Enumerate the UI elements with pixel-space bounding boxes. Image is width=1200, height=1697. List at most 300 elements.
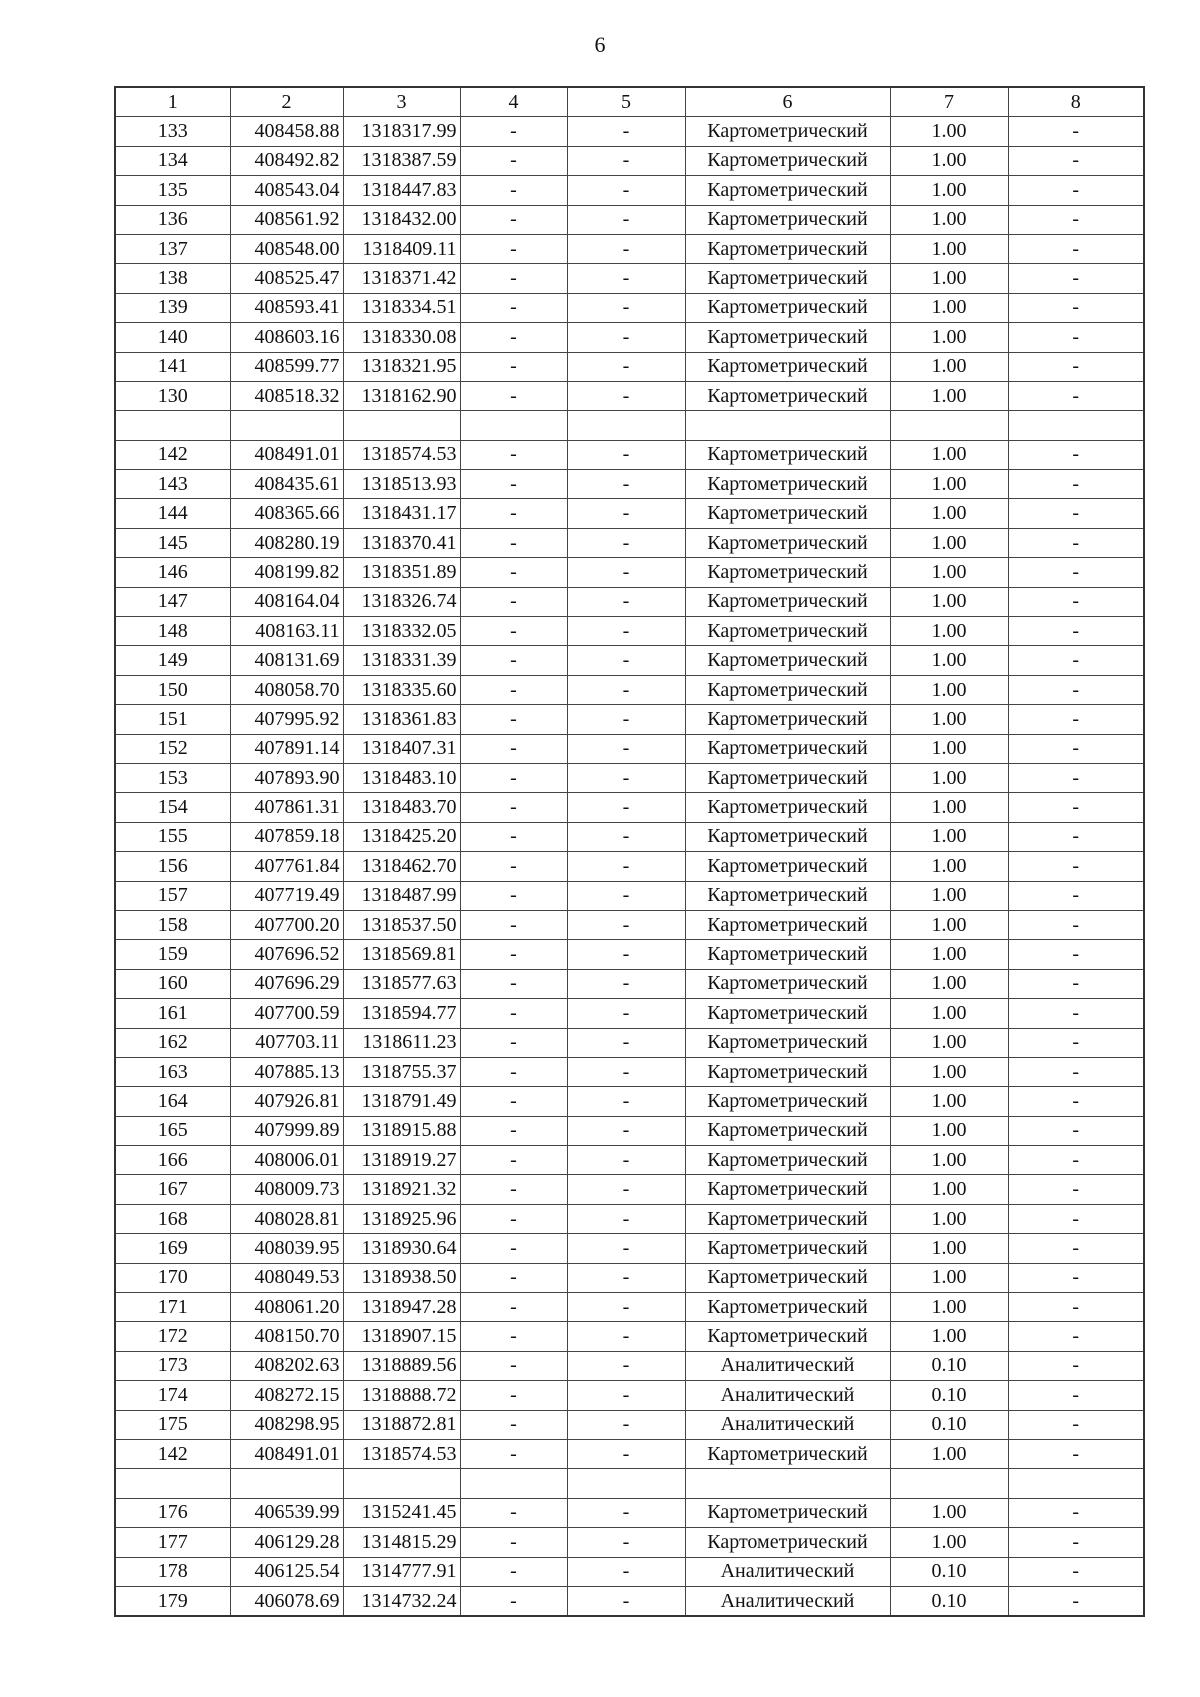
col-5-cell: - (567, 1057, 685, 1086)
y-coordinate-cell: 1318370.41 (343, 528, 460, 557)
accuracy-cell: 1.00 (890, 763, 1008, 792)
accuracy-cell (890, 1469, 1008, 1498)
col-5-cell: - (567, 999, 685, 1028)
col-8-cell: - (1008, 881, 1144, 910)
x-coordinate-cell: 408049.53 (230, 1263, 343, 1292)
point-number-cell: 142 (115, 1439, 230, 1468)
table-row (115, 1351, 1144, 1380)
accuracy-cell: 1.00 (890, 499, 1008, 528)
col-4-cell: - (460, 558, 567, 587)
column-header: 6 (685, 87, 890, 117)
col-5-cell: - (567, 205, 685, 234)
accuracy-cell: 0.10 (890, 1586, 1008, 1616)
method-cell: Картометрический (685, 1439, 890, 1468)
accuracy-cell: 1.00 (890, 528, 1008, 557)
y-coordinate-cell: 1318938.50 (343, 1263, 460, 1292)
col-5-cell: - (567, 675, 685, 704)
col-8-cell: - (1008, 1498, 1144, 1527)
method-cell: Картометрический (685, 234, 890, 263)
accuracy-cell: 1.00 (890, 323, 1008, 352)
col-4-cell: - (460, 499, 567, 528)
y-coordinate-cell (343, 1469, 460, 1498)
col-8-cell: - (1008, 1234, 1144, 1263)
method-cell: Аналитический (685, 1351, 890, 1380)
point-number-cell: 174 (115, 1381, 230, 1410)
col-4-cell: - (460, 1175, 567, 1204)
col-5-cell (567, 1469, 685, 1498)
table-row (115, 734, 1144, 763)
table-row (115, 470, 1144, 499)
col-5-cell: - (567, 1557, 685, 1586)
col-8-cell: - (1008, 999, 1144, 1028)
col-4-cell: - (460, 675, 567, 704)
column-header: 5 (567, 87, 685, 117)
x-coordinate-cell: 408009.73 (230, 1175, 343, 1204)
method-cell: Картометрический (685, 470, 890, 499)
method-cell: Картометрический (685, 1028, 890, 1057)
col-8-cell: - (1008, 705, 1144, 734)
col-5-cell: - (567, 852, 685, 881)
y-coordinate-cell: 1318577.63 (343, 969, 460, 998)
y-coordinate-cell: 1318432.00 (343, 205, 460, 234)
method-cell (685, 1469, 890, 1498)
method-cell: Картометрический (685, 1146, 890, 1175)
point-number-cell: 142 (115, 440, 230, 469)
accuracy-cell (890, 411, 1008, 440)
col-8-cell: - (1008, 734, 1144, 763)
accuracy-cell: 1.00 (890, 264, 1008, 293)
table-row (115, 1057, 1144, 1086)
accuracy-cell: 1.00 (890, 852, 1008, 881)
col-4-cell: - (460, 734, 567, 763)
col-5-cell: - (567, 1410, 685, 1439)
method-cell: Картометрический (685, 1204, 890, 1233)
method-cell: Картометрический (685, 881, 890, 910)
method-cell: Картометрический (685, 205, 890, 234)
col-5-cell: - (567, 822, 685, 851)
y-coordinate-cell: 1318330.08 (343, 323, 460, 352)
col-8-cell: - (1008, 1028, 1144, 1057)
col-4-cell: - (460, 1234, 567, 1263)
accuracy-cell: 1.00 (890, 440, 1008, 469)
y-coordinate-cell: 1318351.89 (343, 558, 460, 587)
point-number-cell: 151 (115, 705, 230, 734)
x-coordinate-cell: 408272.15 (230, 1381, 343, 1410)
point-number-cell (115, 411, 230, 440)
x-coordinate-cell: 406125.54 (230, 1557, 343, 1586)
method-cell: Картометрический (685, 117, 890, 146)
point-number-cell: 140 (115, 323, 230, 352)
col-5-cell: - (567, 558, 685, 587)
accuracy-cell: 1.00 (890, 470, 1008, 499)
column-header: 4 (460, 87, 567, 117)
y-coordinate-cell: 1318925.96 (343, 1204, 460, 1233)
point-number-cell: 153 (115, 763, 230, 792)
accuracy-cell: 1.00 (890, 558, 1008, 587)
point-number-cell: 152 (115, 734, 230, 763)
point-number-cell: 172 (115, 1322, 230, 1351)
col-5-cell: - (567, 117, 685, 146)
y-coordinate-cell: 1318326.74 (343, 587, 460, 616)
accuracy-cell: 1.00 (890, 1322, 1008, 1351)
x-coordinate-cell: 408150.70 (230, 1322, 343, 1351)
col-8-cell: - (1008, 587, 1144, 616)
accuracy-cell: 1.00 (890, 705, 1008, 734)
accuracy-cell: 1.00 (890, 734, 1008, 763)
col-4-cell: - (460, 881, 567, 910)
accuracy-cell: 1.00 (890, 675, 1008, 704)
col-8-cell: - (1008, 1057, 1144, 1086)
x-coordinate-cell: 406129.28 (230, 1528, 343, 1557)
col-5-cell: - (567, 1028, 685, 1057)
table-row (115, 1439, 1144, 1468)
point-number-cell: 161 (115, 999, 230, 1028)
col-5-cell: - (567, 1322, 685, 1351)
accuracy-cell: 1.00 (890, 1116, 1008, 1145)
table-row (115, 205, 1144, 234)
column-header: 2 (230, 87, 343, 117)
y-coordinate-cell: 1318755.37 (343, 1057, 460, 1086)
point-number-cell: 173 (115, 1351, 230, 1380)
table-row (115, 1204, 1144, 1233)
table-row (115, 1586, 1144, 1616)
x-coordinate-cell: 407761.84 (230, 852, 343, 881)
method-cell: Картометрический (685, 381, 890, 410)
point-number-cell: 130 (115, 381, 230, 410)
col-8-cell: - (1008, 1528, 1144, 1557)
method-cell: Картометрический (685, 558, 890, 587)
x-coordinate-cell: 406078.69 (230, 1586, 343, 1616)
y-coordinate-cell: 1318921.32 (343, 1175, 460, 1204)
y-coordinate-cell: 1318919.27 (343, 1146, 460, 1175)
table-row (115, 910, 1144, 939)
col-4-cell: - (460, 323, 567, 352)
x-coordinate-cell: 408561.92 (230, 205, 343, 234)
column-header: 8 (1008, 87, 1144, 117)
table-row (115, 1116, 1144, 1145)
method-cell: Картометрический (685, 440, 890, 469)
y-coordinate-cell: 1318569.81 (343, 940, 460, 969)
col-4-cell: - (460, 822, 567, 851)
col-5-cell: - (567, 146, 685, 175)
y-coordinate-cell: 1315241.45 (343, 1498, 460, 1527)
point-number-cell: 163 (115, 1057, 230, 1086)
y-coordinate-cell: 1318888.72 (343, 1381, 460, 1410)
table-row (115, 1498, 1144, 1527)
y-coordinate-cell: 1318574.53 (343, 440, 460, 469)
x-coordinate-cell: 407885.13 (230, 1057, 343, 1086)
y-coordinate-cell: 1318387.59 (343, 146, 460, 175)
col-8-cell: - (1008, 793, 1144, 822)
col-5-cell: - (567, 293, 685, 322)
col-5-cell: - (567, 969, 685, 998)
col-8-cell: - (1008, 969, 1144, 998)
col-8-cell: - (1008, 234, 1144, 263)
col-8-cell: - (1008, 146, 1144, 175)
x-coordinate-cell: 407999.89 (230, 1116, 343, 1145)
table-row (115, 234, 1144, 263)
col-8-cell: - (1008, 1586, 1144, 1616)
y-coordinate-cell: 1318335.60 (343, 675, 460, 704)
col-4-cell: - (460, 1381, 567, 1410)
point-number-cell: 156 (115, 852, 230, 881)
point-number-cell: 162 (115, 1028, 230, 1057)
col-8-cell: - (1008, 910, 1144, 939)
col-8-cell: - (1008, 822, 1144, 851)
table-row (115, 969, 1144, 998)
table-row (115, 323, 1144, 352)
y-coordinate-cell: 1318537.50 (343, 910, 460, 939)
col-8-cell: - (1008, 1116, 1144, 1145)
x-coordinate-cell: 407700.20 (230, 910, 343, 939)
x-coordinate-cell: 408028.81 (230, 1204, 343, 1233)
y-coordinate-cell: 1318483.70 (343, 793, 460, 822)
col-8-cell: - (1008, 675, 1144, 704)
x-coordinate-cell: 407995.92 (230, 705, 343, 734)
y-coordinate-cell: 1318487.99 (343, 881, 460, 910)
accuracy-cell: 1.00 (890, 293, 1008, 322)
method-cell: Картометрический (685, 852, 890, 881)
accuracy-cell: 1.00 (890, 117, 1008, 146)
col-4-cell: - (460, 117, 567, 146)
col-4-cell: - (460, 381, 567, 410)
method-cell: Картометрический (685, 499, 890, 528)
coordinates-table (114, 86, 1145, 1617)
accuracy-cell: 0.10 (890, 1381, 1008, 1410)
y-coordinate-cell: 1314777.91 (343, 1557, 460, 1586)
point-number-cell: 165 (115, 1116, 230, 1145)
col-8-cell: - (1008, 1087, 1144, 1116)
x-coordinate-cell: 406539.99 (230, 1498, 343, 1527)
x-coordinate-cell: 408525.47 (230, 264, 343, 293)
col-4-cell: - (460, 763, 567, 792)
method-cell: Картометрический (685, 763, 890, 792)
point-number-cell: 143 (115, 470, 230, 499)
col-5-cell: - (567, 617, 685, 646)
method-cell: Картометрический (685, 1322, 890, 1351)
accuracy-cell: 1.00 (890, 205, 1008, 234)
y-coordinate-cell: 1318889.56 (343, 1351, 460, 1380)
table-row (115, 705, 1144, 734)
point-number-cell: 169 (115, 1234, 230, 1263)
x-coordinate-cell: 407891.14 (230, 734, 343, 763)
y-coordinate-cell: 1318409.11 (343, 234, 460, 263)
point-number-cell: 175 (115, 1410, 230, 1439)
x-coordinate-cell: 407703.11 (230, 1028, 343, 1057)
y-coordinate-cell: 1318483.10 (343, 763, 460, 792)
method-cell: Аналитический (685, 1557, 890, 1586)
y-coordinate-cell: 1318361.83 (343, 705, 460, 734)
col-8-cell: - (1008, 499, 1144, 528)
method-cell: Картометрический (685, 1057, 890, 1086)
y-coordinate-cell: 1314732.24 (343, 1586, 460, 1616)
method-cell: Картометрический (685, 969, 890, 998)
x-coordinate-cell: 407926.81 (230, 1087, 343, 1116)
x-coordinate-cell: 408039.95 (230, 1234, 343, 1263)
y-coordinate-cell: 1318513.93 (343, 470, 460, 499)
x-coordinate-cell: 407893.90 (230, 763, 343, 792)
table-row (115, 793, 1144, 822)
y-coordinate-cell: 1318431.17 (343, 499, 460, 528)
point-number-cell: 150 (115, 675, 230, 704)
x-coordinate-cell: 408458.88 (230, 117, 343, 146)
col-4-cell: - (460, 264, 567, 293)
col-5-cell: - (567, 881, 685, 910)
col-5-cell: - (567, 705, 685, 734)
table-body (115, 117, 1144, 1616)
col-8-cell (1008, 1469, 1144, 1498)
point-number-cell: 147 (115, 587, 230, 616)
x-coordinate-cell: 407696.29 (230, 969, 343, 998)
accuracy-cell: 1.00 (890, 352, 1008, 381)
y-coordinate-cell: 1318611.23 (343, 1028, 460, 1057)
table-row (115, 1234, 1144, 1263)
col-5-cell (567, 411, 685, 440)
col-8-cell: - (1008, 205, 1144, 234)
accuracy-cell: 1.00 (890, 969, 1008, 998)
point-number-cell: 136 (115, 205, 230, 234)
x-coordinate-cell: 407700.59 (230, 999, 343, 1028)
accuracy-cell: 1.00 (890, 1204, 1008, 1233)
method-cell: Картометрический (685, 1234, 890, 1263)
table-row (115, 587, 1144, 616)
x-coordinate-cell (230, 1469, 343, 1498)
col-8-cell: - (1008, 293, 1144, 322)
accuracy-cell: 1.00 (890, 1293, 1008, 1322)
column-header: 7 (890, 87, 1008, 117)
x-coordinate-cell: 407719.49 (230, 881, 343, 910)
col-4-cell: - (460, 470, 567, 499)
col-4-cell: - (460, 1087, 567, 1116)
point-number-cell: 170 (115, 1263, 230, 1292)
column-header: 3 (343, 87, 460, 117)
col-5-cell: - (567, 1263, 685, 1292)
accuracy-cell: 1.00 (890, 999, 1008, 1028)
col-5-cell: - (567, 1175, 685, 1204)
col-8-cell: - (1008, 646, 1144, 675)
x-coordinate-cell (230, 411, 343, 440)
method-cell: Картометрический (685, 705, 890, 734)
accuracy-cell: 1.00 (890, 1234, 1008, 1263)
accuracy-cell: 0.10 (890, 1351, 1008, 1380)
col-5-cell: - (567, 1234, 685, 1263)
col-5-cell: - (567, 793, 685, 822)
y-coordinate-cell: 1318947.28 (343, 1293, 460, 1322)
x-coordinate-cell: 408543.04 (230, 176, 343, 205)
method-cell: Картометрический (685, 146, 890, 175)
x-coordinate-cell: 408058.70 (230, 675, 343, 704)
accuracy-cell: 1.00 (890, 176, 1008, 205)
y-coordinate-cell: 1318872.81 (343, 1410, 460, 1439)
col-5-cell: - (567, 646, 685, 675)
y-coordinate-cell: 1318331.39 (343, 646, 460, 675)
col-4-cell: - (460, 1057, 567, 1086)
col-4-cell: - (460, 793, 567, 822)
col-8-cell: - (1008, 381, 1144, 410)
x-coordinate-cell: 407859.18 (230, 822, 343, 851)
accuracy-cell: 1.00 (890, 587, 1008, 616)
y-coordinate-cell: 1318425.20 (343, 822, 460, 851)
table-row (115, 528, 1144, 557)
method-cell: Картометрический (685, 1498, 890, 1527)
point-number-cell: 146 (115, 558, 230, 587)
accuracy-cell: 1.00 (890, 646, 1008, 675)
y-coordinate-cell: 1318332.05 (343, 617, 460, 646)
table-row (115, 264, 1144, 293)
col-4-cell: - (460, 646, 567, 675)
col-4-cell: - (460, 587, 567, 616)
table-row (115, 1528, 1144, 1557)
col-5-cell: - (567, 734, 685, 763)
method-cell: Картометрический (685, 999, 890, 1028)
accuracy-cell: 1.00 (890, 1263, 1008, 1292)
method-cell: Картометрический (685, 1263, 890, 1292)
x-coordinate-cell: 408603.16 (230, 323, 343, 352)
col-4-cell: - (460, 234, 567, 263)
col-5-cell: - (567, 1204, 685, 1233)
accuracy-cell: 1.00 (890, 1439, 1008, 1468)
point-number-cell: 133 (115, 117, 230, 146)
col-8-cell: - (1008, 1204, 1144, 1233)
y-coordinate-cell: 1318915.88 (343, 1116, 460, 1145)
col-5-cell: - (567, 264, 685, 293)
col-4-cell: - (460, 705, 567, 734)
point-number-cell: 160 (115, 969, 230, 998)
table-row (115, 146, 1144, 175)
method-cell: Аналитический (685, 1381, 890, 1410)
col-4-cell: - (460, 1557, 567, 1586)
col-4-cell: - (460, 1116, 567, 1145)
y-coordinate-cell: 1318321.95 (343, 352, 460, 381)
accuracy-cell: 1.00 (890, 1087, 1008, 1116)
point-number-cell: 166 (115, 1146, 230, 1175)
accuracy-cell: 1.00 (890, 1146, 1008, 1175)
col-4-cell: - (460, 352, 567, 381)
col-4-cell (460, 1469, 567, 1498)
col-4-cell: - (460, 1528, 567, 1557)
table-row (115, 1293, 1144, 1322)
accuracy-cell: 1.00 (890, 146, 1008, 175)
col-8-cell: - (1008, 1557, 1144, 1586)
table-row (115, 117, 1144, 146)
accuracy-cell: 1.00 (890, 881, 1008, 910)
x-coordinate-cell: 408280.19 (230, 528, 343, 557)
method-cell: Картометрический (685, 910, 890, 939)
col-5-cell: - (567, 234, 685, 263)
point-number-cell (115, 1469, 230, 1498)
x-coordinate-cell: 408006.01 (230, 1146, 343, 1175)
col-5-cell: - (567, 528, 685, 557)
col-5-cell: - (567, 763, 685, 792)
method-cell: Картометрический (685, 646, 890, 675)
col-8-cell: - (1008, 940, 1144, 969)
y-coordinate-cell: 1318334.51 (343, 293, 460, 322)
table-row (115, 1028, 1144, 1057)
col-8-cell: - (1008, 117, 1144, 146)
table-row (115, 1175, 1144, 1204)
accuracy-cell: 1.00 (890, 822, 1008, 851)
method-cell: Картометрический (685, 293, 890, 322)
y-coordinate-cell: 1318791.49 (343, 1087, 460, 1116)
col-5-cell: - (567, 499, 685, 528)
point-number-cell: 155 (115, 822, 230, 851)
col-8-cell: - (1008, 1146, 1144, 1175)
method-cell: Картометрический (685, 617, 890, 646)
col-5-cell: - (567, 940, 685, 969)
point-number-cell: 157 (115, 881, 230, 910)
x-coordinate-cell: 407696.52 (230, 940, 343, 969)
col-4-cell: - (460, 1439, 567, 1468)
